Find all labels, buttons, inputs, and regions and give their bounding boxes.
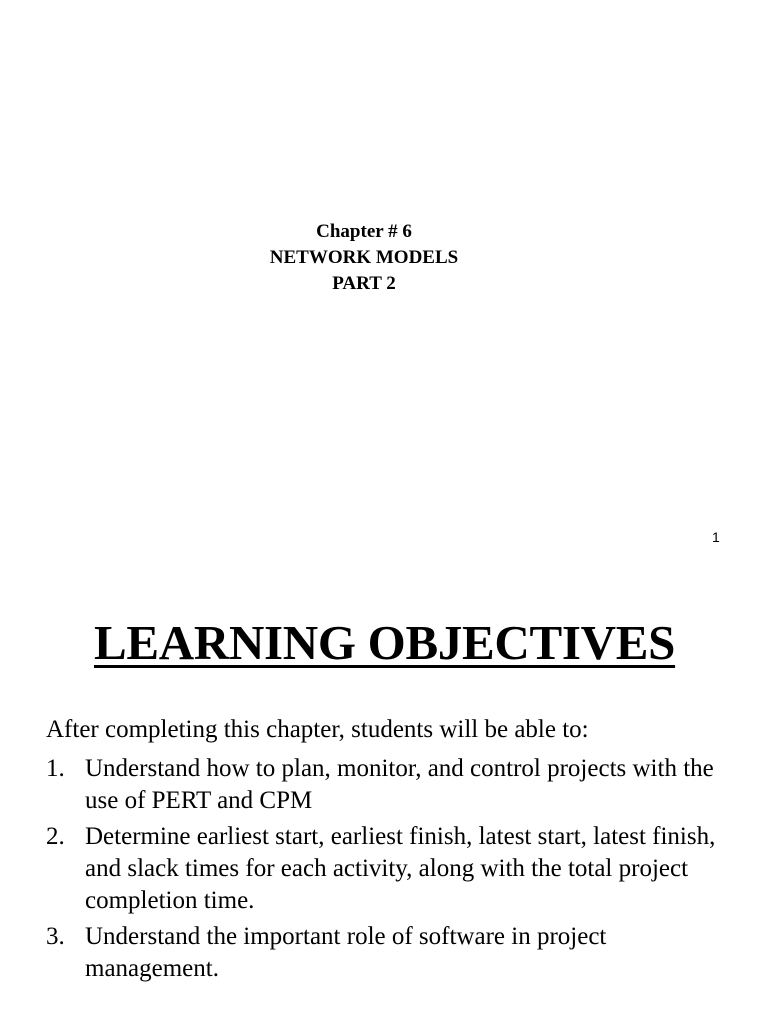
objective-text: Understand the important role of software in project management. [85,923,607,982]
objective-number: 3. [46,923,65,950]
objective-item [46,821,726,917]
chapter-part: PART 2 [332,273,396,294]
objective-text: Understand how to plan, monitor, and control projects with the use of PERT and CPM [85,755,714,814]
objective-item [46,921,726,985]
objective-text: Determine earliest start, earliest finish, latest start, latest finish, and slack times for each activity, along with the total project completion time. [85,823,716,914]
objectives-intro: After completing this chapter, students will be able to: [46,716,589,743]
objective-number: 1. [46,755,65,782]
chapter-title-block [0,219,728,297]
chapter-number: Chapter # 6 [316,221,412,242]
chapter-topic: NETWORK MODELS [269,247,459,268]
page-number: 1 [712,529,720,545]
learning-objectives-heading: LEARNING OBJECTIVES [94,615,676,670]
objective-item [46,753,726,817]
objectives-list [46,753,726,989]
objective-number: 2. [46,823,65,850]
